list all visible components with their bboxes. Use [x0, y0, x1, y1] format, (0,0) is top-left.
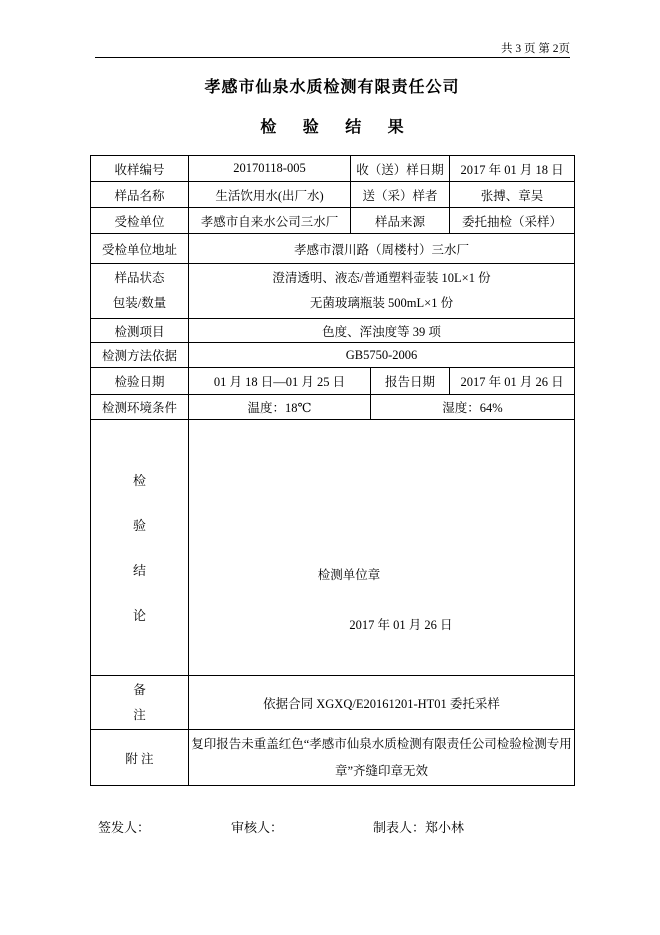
test-date-value: 01 月 18 日—01 月 25 日	[189, 368, 371, 395]
row-environment	[91, 395, 575, 420]
row-inspected-unit-address	[91, 234, 575, 264]
inspected-unit-value: 孝感市自来水公司三水厂	[189, 208, 351, 234]
environment-label: 检测环境条件	[91, 395, 189, 420]
row-test-date	[91, 368, 575, 395]
page-number: 共 3 页 第 2页	[501, 43, 570, 55]
row-sample-state	[91, 264, 575, 319]
row-conclusion	[91, 420, 575, 676]
environment-temperature: 温度：18℃	[189, 395, 371, 420]
row-sample-no	[91, 156, 575, 182]
sample-name-value: 生活饮用水(出厂水)	[189, 182, 351, 208]
note-label: 附 注	[91, 730, 189, 786]
report-table	[90, 155, 575, 786]
test-date-label: 检验日期	[91, 368, 189, 395]
test-items-value: 色度、浑浊度等 39 项	[189, 319, 575, 343]
report-date-label: 报告日期	[371, 368, 450, 395]
remark-label-line1: 备	[133, 682, 146, 697]
row-remark	[91, 676, 575, 730]
sample-name-label: 样品名称	[91, 182, 189, 208]
remark-label-line2: 注	[133, 707, 146, 722]
sample-no-label: 收样编号	[91, 156, 189, 182]
conclusion-label	[91, 420, 189, 676]
issuer-label: 签发人：	[98, 820, 151, 835]
row-note	[91, 730, 575, 786]
header-rule	[95, 57, 570, 58]
conclusion-content	[189, 420, 575, 676]
test-method-value: GB5750-2006	[189, 343, 575, 368]
inspected-unit-address-value: 孝感市澴川路（周楼村）三水厂	[189, 234, 575, 264]
sample-state-value-line1: 澄清透明、液态/普通塑料壶装 10L×1 份	[272, 271, 491, 285]
conclusion-date: 2017 年 01 月 26 日	[349, 618, 453, 632]
preparer-label: 制表人：郑小林	[373, 820, 465, 835]
receive-date-value: 2017 年 01 月 18 日	[450, 156, 575, 182]
row-test-method	[91, 343, 575, 368]
note-value: 复印报告未重盖红色“孝感市仙泉水质检测有限责任公司检验检测专用章”齐缝印章无效	[189, 730, 575, 786]
report-date-value: 2017 年 01 月 26 日	[450, 368, 575, 395]
conclusion-label-char3: 结	[132, 562, 146, 578]
remark-label	[91, 676, 189, 730]
seal-placeholder-label: 检测单位章	[317, 568, 381, 582]
conclusion-label-char4: 论	[132, 607, 146, 623]
remark-value: 依据合同 XGXQ/E20161201-HT01 委托采样	[189, 676, 575, 730]
company-name: 孝感市仙泉水质检测有限责任公司	[204, 79, 460, 96]
receive-date-label: 收（送）样日期	[351, 156, 450, 182]
sample-no-value: 20170118-005	[189, 156, 351, 182]
sample-source-label: 样品来源	[351, 208, 450, 234]
environment-humidity: 湿度：64%	[371, 395, 575, 420]
reviewer-label: 审核人：	[231, 820, 284, 835]
sample-state-label	[91, 264, 189, 319]
document-title: 检 验 结 果	[260, 119, 415, 136]
conclusion-label-char1: 检	[132, 472, 146, 488]
test-method-label: 检测方法依据	[91, 343, 189, 368]
sample-state-label-line2: 包装/数量	[112, 296, 167, 310]
inspected-unit-address-label: 受检单位地址	[91, 234, 189, 264]
sampler-value: 张搏、章吴	[450, 182, 575, 208]
conclusion-label-char2: 验	[132, 517, 146, 533]
sample-state-value-line2: 无菌玻璃瓶装 500mL×1 份	[309, 296, 454, 310]
row-test-items	[91, 319, 575, 343]
sample-state-label-line1: 样品状态	[114, 271, 165, 285]
sampler-label: 送（采）样者	[351, 182, 450, 208]
row-inspected-unit	[91, 208, 575, 234]
sample-source-value: 委托抽检（采样）	[450, 208, 575, 234]
inspected-unit-label: 受检单位	[91, 208, 189, 234]
sample-state-value	[189, 264, 575, 319]
test-items-label: 检测项目	[91, 319, 189, 343]
row-sample-name	[91, 182, 575, 208]
